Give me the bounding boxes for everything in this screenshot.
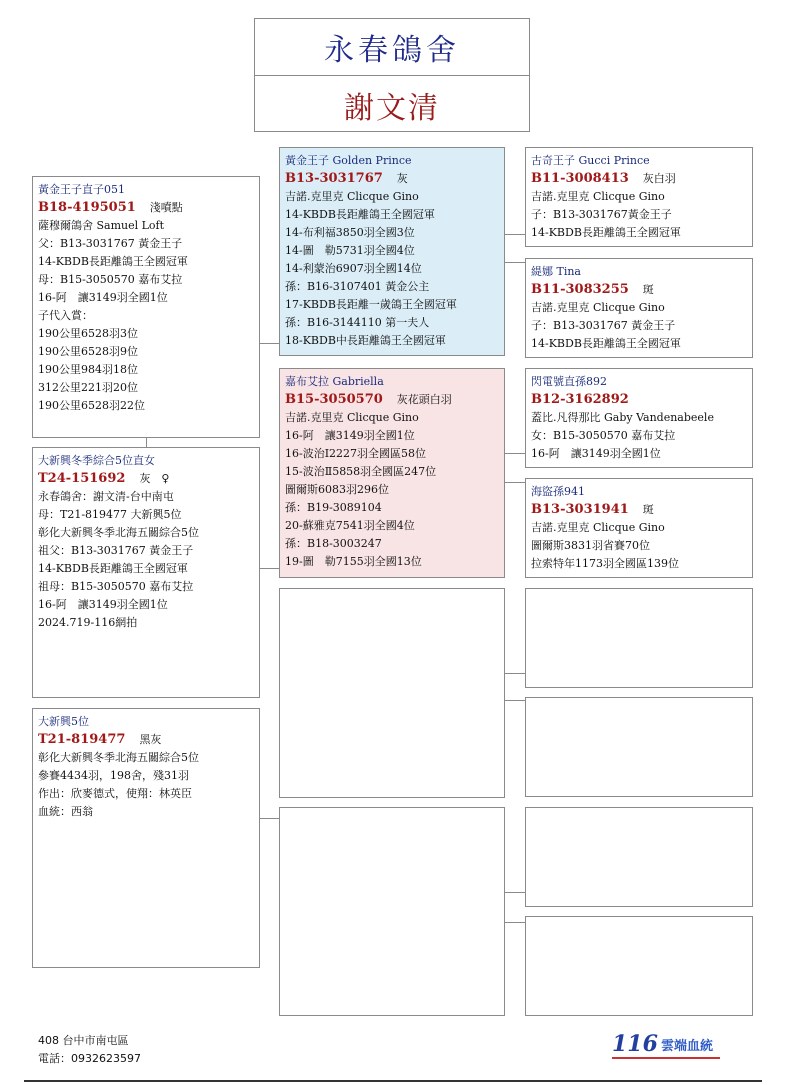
loft-name: 永春鴿舍 (255, 19, 529, 76)
mate-pigeon-card (32, 447, 260, 698)
pedigree-line: 彰化大新興冬季北海五關綜合5位 (38, 526, 199, 539)
pedigree-line: 永春鴿舍：謝文清-台中南屯 (38, 490, 174, 503)
empty-grandparent-slot (525, 588, 753, 688)
connector-line (504, 673, 526, 674)
pedigree-line: 孫：B19-3089104 (285, 501, 382, 514)
pigeon-color: 淺噴點 (149, 201, 183, 214)
pedigree-line: 參賽4434羽，198舍，殘31羽 (38, 769, 189, 782)
footer-contact (38, 1032, 141, 1068)
footer-phone: 電話：0932623597 (38, 1052, 141, 1065)
pigeon-name: 黃金王子 Golden Prince (285, 154, 412, 167)
pigeon-name: 緹娜 Tina (531, 265, 581, 278)
pigeon-name: 大新興5位 (38, 715, 89, 728)
pedigree-line: 蓋比.凡得那比 Gaby Vandenabeele (531, 411, 714, 424)
pedigree-line: 圖爾斯3831羽省賽70位 (531, 539, 650, 552)
pedigree-line: 吉諾.克里克 Clicque Gino (285, 411, 419, 424)
sire-card (279, 147, 505, 356)
connector-line (504, 234, 526, 235)
ring-number: B12-3162892 (531, 392, 629, 407)
pigeon-color: 斑 (642, 283, 654, 296)
pedigree-line: 16-波治Ⅰ2227羽全國區58位 (285, 447, 427, 460)
pigeon-name: 大新興冬季綜合5位直女 (38, 454, 155, 467)
pedigree-line: 14-布利福3850羽全國3位 (285, 226, 415, 239)
pedigree-line: 190公里6528羽22位 (38, 399, 145, 412)
loft-header (254, 18, 530, 132)
pedigree-line: 14-KBDB長距離鴿王全國冠軍 (531, 337, 681, 350)
empty-parent-slot (279, 807, 505, 1016)
pedigree-line: 子：B13-3031767 黃金王子 (531, 319, 676, 332)
pedigree-line: 2024.719-116網拍 (38, 616, 138, 629)
pedigree-line: 彰化大新興冬季北海五關綜合5位 (38, 751, 199, 764)
pedigree-line: 吉諾.克里克 Clicque Gino (531, 190, 665, 203)
pigeon-color: 灰 ♀ (139, 472, 170, 485)
pedigree-line: 16-阿 讓3149羽全國1位 (38, 598, 168, 611)
pigeon-name: 閃電號直孫892 (531, 375, 607, 388)
connector-line (504, 700, 526, 701)
pigeon-color: 灰 (396, 172, 408, 185)
pedigree-line: 子：B13-3031767黃金王子 (531, 208, 672, 221)
pedigree-line: 16-阿 讓3149羽全國1位 (285, 429, 415, 442)
pedigree-line: 190公里6528羽3位 (38, 327, 138, 340)
ring-number: B13-3031767 灰 (285, 171, 408, 186)
pedigree-line: 祖父：B13-3031767 黃金王子 (38, 544, 194, 557)
pedigree-line: 20-蘇雅克7541羽全國4位 (285, 519, 415, 532)
empty-grandparent-slot (525, 807, 753, 907)
bottom-divider (24, 1080, 762, 1082)
ring-number: B11-3008413 灰白羽 (531, 171, 676, 186)
pedigree-line: 父：B13-3031767 黃金王子 (38, 237, 183, 250)
pedigree-line: 圖爾斯6083羽296位 (285, 483, 389, 496)
ring-number: T24-151692 灰 ♀ (38, 471, 170, 486)
pedigree-line: 女：B15-3050570 嘉布艾拉 (531, 429, 676, 442)
footer-address: 408 台中市南屯區 (38, 1034, 129, 1047)
pigeon-name: 嘉布艾拉 Gabriella (285, 375, 384, 388)
pedigree-line: 14-KBDB長距離鴿王全國冠軍 (531, 226, 681, 239)
connector-line (259, 568, 280, 569)
pedigree-line: 17-KBDB長距離一歲鴿王全國冠軍 (285, 298, 457, 311)
pedigree-line: 吉諾.克里克 Clicque Gino (285, 190, 419, 203)
sire-dam-card (525, 258, 753, 358)
pedigree-line: 312公里221羽20位 (38, 381, 138, 394)
ring-number: B11-3083255 斑 (531, 282, 654, 297)
pigeon-color: 斑 (642, 503, 654, 516)
pedigree-line: 190公里6528羽9位 (38, 345, 138, 358)
pedigree-line: 18-KBDB中長距離鴿王全國冠軍 (285, 334, 446, 347)
pedigree-line: 15-波治Ⅱ5858羽全國區247位 (285, 465, 437, 478)
pedigree-line: 19-圖 勒7155羽全國13位 (285, 555, 422, 568)
pigeon-name: 古奇王子 Gucci Prince (531, 154, 650, 167)
subject-pigeon-card (32, 176, 260, 438)
pedigree-line: 14-KBDB長距離鴿王全國冠軍 (38, 255, 188, 268)
pedigree-line: 16-阿 讓3149羽全國1位 (531, 447, 661, 460)
pedigree-line: 祖母：B15-3050570 嘉布艾拉 (38, 580, 194, 593)
pigeon-name: 黃金王子直子051 (38, 183, 125, 196)
pedigree-line: 16-阿 讓3149羽全國1位 (38, 291, 168, 304)
brand-number: 116 (612, 1031, 658, 1057)
empty-grandparent-slot (525, 916, 753, 1016)
pedigree-line: 孫：B16-3107401 黃金公主 (285, 280, 430, 293)
pedigree-line: 吉諾.克里克 Clicque Gino (531, 521, 665, 534)
connector-line (146, 438, 147, 447)
ring-number: B13-3031941 斑 (531, 502, 654, 517)
pedigree-line: 吉諾.克里克 Clicque Gino (531, 301, 665, 314)
pedigree-line: 薩穆爾鴿舍 Samuel Loft (38, 219, 165, 232)
ring-number: T21-819477 黑灰 (38, 732, 162, 747)
empty-grandparent-slot (525, 697, 753, 797)
pigeon-name: 海盜孫941 (531, 485, 585, 498)
dam-card (279, 368, 505, 578)
dam-sire-card (525, 368, 753, 468)
connector-line (504, 922, 526, 923)
pigeon-color: 灰白羽 (642, 172, 676, 185)
pedigree-line: 14-KBDB長距離鴿王全國冠軍 (285, 208, 435, 221)
pedigree-line: 作出：欣麥德式，使翔：林英臣 (38, 787, 192, 800)
connector-line (259, 818, 280, 819)
brand-text: 雲端血統 (660, 1038, 713, 1054)
connector-line (504, 262, 526, 263)
ring-number: B15-3050570 灰花頭白羽 (285, 392, 452, 407)
brand-logo (612, 1032, 713, 1056)
pedigree-line: 190公里984羽18位 (38, 363, 138, 376)
pedigree-line: 血統：西翁 (38, 805, 93, 818)
sire-sire-card (525, 147, 753, 247)
mate-dam-card (32, 708, 260, 968)
pedigree-line: 拉索特年1173羽全國區139位 (531, 557, 679, 570)
pedigree-line: 孫：B16-3144110 第一夫人 (285, 316, 430, 329)
connector-line (504, 453, 526, 454)
dam-dam-card (525, 478, 753, 578)
pedigree-line: 孫：B18-3003247 (285, 537, 382, 550)
connector-line (504, 482, 526, 483)
pigeon-color: 黑灰 (139, 733, 162, 746)
connector-line (259, 343, 280, 344)
ring-number: B18-4195051 淺噴點 (38, 200, 183, 215)
owner-name: 謝文清 (344, 90, 440, 126)
pedigree-line: 子代入賞： (38, 309, 93, 322)
empty-parent-slot (279, 588, 505, 798)
pedigree-line: 14-利蒙治6907羽全國14位 (285, 262, 422, 275)
brand-underline (612, 1057, 720, 1059)
pedigree-line: 14-圖 勒5731羽全國4位 (285, 244, 415, 257)
pedigree-line: 14-KBDB長距離鴿王全國冠軍 (38, 562, 188, 575)
pedigree-line: 母：B15-3050570 嘉布艾拉 (38, 273, 183, 286)
pedigree-line: 母：T21-819477 大新興5位 (38, 508, 182, 521)
connector-line (504, 892, 526, 893)
pigeon-color: 灰花頭白羽 (396, 393, 452, 406)
